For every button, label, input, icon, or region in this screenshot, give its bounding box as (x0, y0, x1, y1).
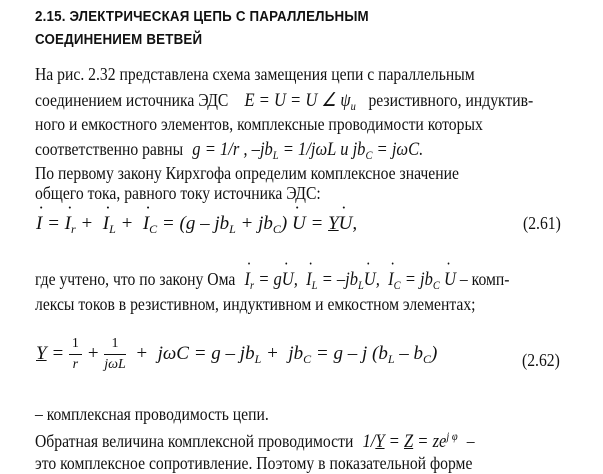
emf-expression: E = U = U ∠ $\psi_u$ (244, 90, 356, 113)
para5-line2: это комплексное сопротивление. Поэтому в показательной форме (35, 453, 473, 473)
para3-line2: лексы токов в резистивном, индуктивном и емкостном элементах; (35, 294, 476, 314)
equation-number-2-61: (2.61) (523, 213, 561, 233)
para1-line1: На рис. 2.32 представлена схема замещения цепи с параллельным (35, 64, 475, 84)
para1-line4: соответственно равны g = 1/r , $-jb_L = 1/j\omega L$ и $jb_C = j\omega C$. (35, 139, 424, 162)
conductance-expressions: g = 1/r , $-jb_L = 1/j\omega L$ и $jb_C = j\omega C$. (192, 139, 424, 162)
section-title-line2: СОЕДИНЕНИЕМ ВЕТВЕЙ (35, 32, 203, 48)
section-title-line1: 2.15. ЭЛЕКТРИЧЕСКАЯ ЦЕПЬ С ПАРАЛЛЕЛЬНЫМ (35, 9, 369, 25)
para2-line1: По первому закону Кирхгофа определим комплексное значение (35, 163, 459, 183)
para2-line2: общего тока, равного току источника ЭДС: (35, 183, 321, 203)
impedance-expression: $1/Y = Z = ze^{j \varphi}$ (362, 429, 458, 452)
para3-line1: где учтено, что по закону Ома ˙ $I_r$ = g˙ U, ˙ $I_L$ = $-jb_L˙$ U, ˙ $I_C = jb_C$ ˙ U – комп- (35, 269, 509, 291)
equation-number-2-62: (2.62) (522, 350, 560, 370)
para5-line1: Обратная величина комплексной проводимости $1/Y = Z = ze^{j \varphi}$ – (35, 429, 475, 452)
equation-2-62: Y = $\frac{1}{r}$ + $\frac{1}{\text{jωL}}$ + $j\omega C = g - jb_L + jb_C = g - j$ $(b_L - b_C)$ (36, 336, 438, 372)
para1-line3: ного и емкостного элементов, комплексные проводимости которых (35, 114, 483, 134)
para4: – комплексная проводимость цепи. (35, 404, 269, 424)
para1-line2: соединением источника ЭДС E = U = U ∠ $\psi_u$ резистивного, индуктив- (35, 90, 534, 113)
ohm-law-currents: ˙ $I_r$ = g˙ U, ˙ $I_L$ = $-jb_L˙$ U, ˙ $I_C = jb_C$ ˙ U (245, 269, 456, 290)
equation-2-61: ˙ I = ˙ $I_r$ + ˙ $I_L$ + ˙ $I_C = (g - jb_L + jb_C)$ ˙ U = Y˙ U, (36, 213, 357, 235)
